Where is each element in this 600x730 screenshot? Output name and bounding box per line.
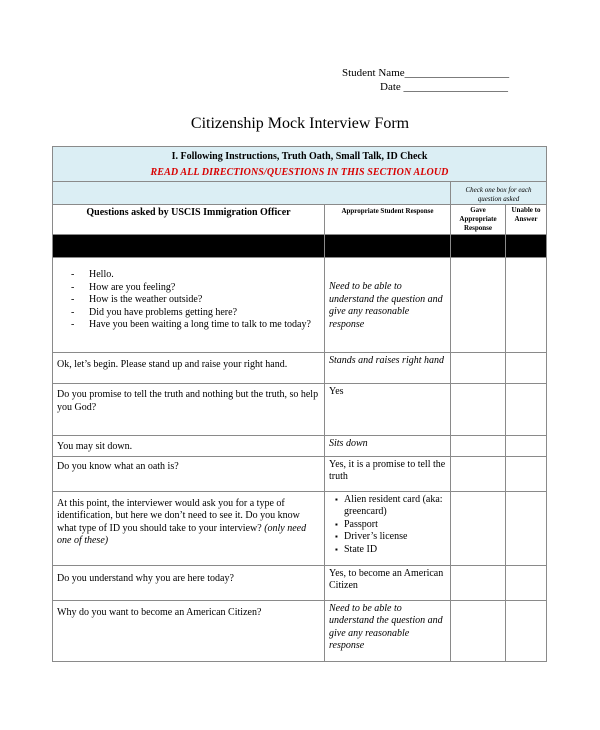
unable-checkbox[interactable] — [506, 384, 547, 436]
response-cell: Need to be able to understand the question and give any reasonable response — [325, 600, 451, 661]
check-note-spacer — [53, 182, 451, 205]
response-cell: Need to be able to understand the question and give any reasonable response — [325, 258, 451, 353]
section-header-row — [53, 147, 547, 182]
unable-column-header: Unable to Answer — [506, 205, 547, 235]
gave-response-column-header: Gave Appropriate Response — [451, 205, 506, 235]
response-column-header: Appropriate Student Response — [325, 205, 451, 235]
question-cell: Do you know what an oath is? — [53, 456, 325, 491]
id-question-text: At this point, the interviewer would ask you for a type of identification, but here we don’t need to see it. Do you know what type of ID you should take to your interview? — [57, 497, 300, 534]
list-item: ▪ State ID — [335, 544, 446, 557]
gave-response-checkbox[interactable] — [451, 456, 506, 491]
unable-checkbox[interactable] — [506, 353, 547, 384]
date-field[interactable]: Date ___________________ — [380, 81, 509, 93]
section-heading: I. Following Instructions, Truth Oath, Small Talk, ID Check — [171, 151, 428, 162]
list-item: - How is the weather outside? — [71, 294, 320, 307]
response-cell: Stands and raises right hand — [325, 353, 451, 384]
question-cell: Do you promise to tell the truth and nothing but the truth, so help you God? — [53, 384, 325, 436]
unable-checkbox[interactable] — [506, 258, 547, 353]
list-item: ▪ Alien resident card (aka: greencard) — [335, 494, 446, 519]
unable-checkbox[interactable] — [506, 436, 547, 457]
question-cell — [53, 258, 325, 353]
divider-cell — [506, 235, 547, 258]
black-divider-row — [53, 235, 547, 258]
gave-response-checkbox[interactable] — [451, 258, 506, 353]
page-title: Citizenship Mock Interview Form — [190, 115, 410, 132]
gave-response-checkbox[interactable] — [451, 384, 506, 436]
divider-cell — [451, 235, 506, 258]
response-cell: Yes, it is a promise to tell the truth — [325, 456, 451, 491]
table-row — [53, 600, 547, 661]
list-item: - Hello. — [71, 269, 320, 282]
gave-response-checkbox[interactable] — [451, 436, 506, 457]
list-item: ▪ Passport — [335, 519, 446, 532]
check-note: Check one box for each question asked — [451, 182, 547, 205]
response-cell: Yes — [325, 384, 451, 436]
response-cell: Yes, to become an American Citizen — [325, 565, 451, 600]
table-row — [53, 384, 547, 436]
id-question-note: (only need one of these) — [57, 522, 307, 546]
question-cell: Ok, let’s begin. Please stand up and raise your right hand. — [53, 353, 325, 384]
greeting-question-list — [57, 269, 320, 332]
column-header-row — [53, 205, 547, 235]
table-row — [53, 565, 547, 600]
check-note-row — [53, 182, 547, 205]
list-item: ▪ Driver’s license — [335, 531, 446, 544]
table-row — [53, 456, 547, 491]
interview-form-table — [52, 146, 547, 662]
table-row — [53, 491, 547, 565]
question-cell: You may sit down. — [53, 436, 325, 457]
table-row — [53, 436, 547, 457]
questions-column-header: Questions asked by USCIS Immigration Officer — [53, 205, 325, 235]
unable-checkbox[interactable] — [506, 600, 547, 661]
section-directions: READ ALL DIRECTIONS/QUESTIONS IN THIS SECTION ALOUD — [150, 166, 449, 178]
question-cell: Why do you want to become an American Citizen? — [53, 600, 325, 661]
response-cell — [325, 491, 451, 565]
divider-cell — [53, 235, 325, 258]
gave-response-checkbox[interactable] — [451, 565, 506, 600]
section-header-cell — [53, 147, 547, 182]
question-cell — [53, 491, 325, 565]
question-cell: Do you understand why you are here today? — [53, 565, 325, 600]
student-name-field[interactable]: Student Name___________________ — [342, 67, 510, 79]
unable-checkbox[interactable] — [506, 565, 547, 600]
list-item: - How are you feeling? — [71, 282, 320, 295]
id-answer-list — [329, 494, 446, 557]
gave-response-checkbox[interactable] — [451, 353, 506, 384]
response-cell: Sits down — [325, 436, 451, 457]
list-item: - Did you have problems getting here? — [71, 307, 320, 320]
gave-response-checkbox[interactable] — [451, 491, 506, 565]
list-item: - Have you been waiting a long time to talk to me today? — [71, 319, 320, 332]
table-row — [53, 353, 547, 384]
divider-cell — [325, 235, 451, 258]
gave-response-checkbox[interactable] — [451, 600, 506, 661]
table-row — [53, 258, 547, 353]
unable-checkbox[interactable] — [506, 456, 547, 491]
unable-checkbox[interactable] — [506, 491, 547, 565]
